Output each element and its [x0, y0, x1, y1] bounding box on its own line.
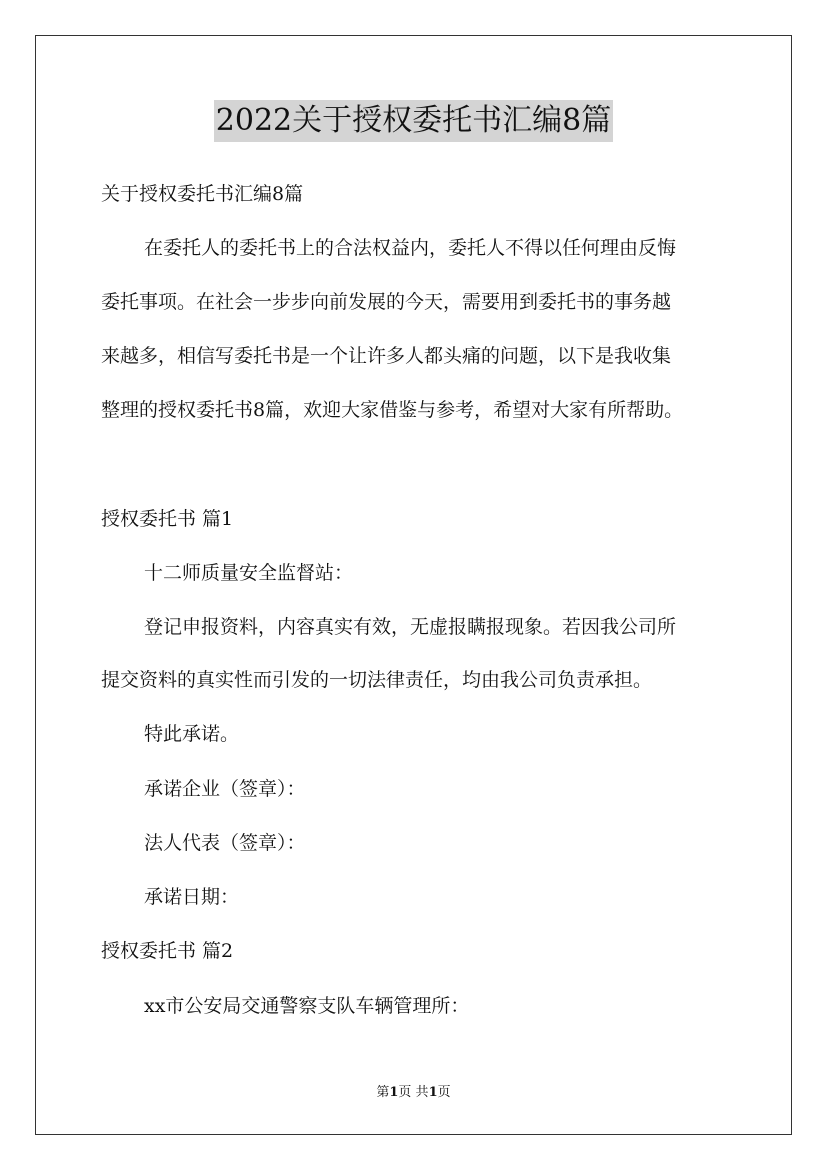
document-title-text: 2022关于授权委托书汇编8篇 — [214, 100, 613, 142]
section1-heading: 授权委托书 篇1 — [101, 508, 234, 530]
footer-page-total: 1 — [428, 1085, 438, 1100]
intro-line-3: 来越多，相信写委托书是一个让许多人都头痛的问题，以下是我收集 — [101, 345, 672, 367]
section1-sign-legal: 法人代表（签章）： — [144, 832, 306, 854]
section1-body-line-1: 登记申报资料，内容真实有效，无虚报瞒报现象。若因我公司所 — [144, 616, 677, 638]
section1-closing: 特此承诺。 — [144, 723, 240, 745]
section1-sign-company: 承诺企业（签章）： — [144, 778, 306, 800]
section1-recipient: 十二师质量安全监督站： — [144, 562, 354, 584]
section1-sign-date: 承诺日期： — [144, 886, 240, 908]
footer-prefix: 第 — [376, 1085, 390, 1100]
footer-suffix: 页 — [437, 1085, 451, 1100]
document-subtitle: 关于授权委托书汇编8篇 — [101, 183, 304, 205]
intro-line-1: 在委托人的委托书上的合法权益内，委托人不得以任何理由反悔 — [144, 237, 677, 259]
document-title — [0, 100, 827, 142]
section2-heading: 授权委托书 篇2 — [101, 940, 234, 962]
footer-mid: 页 共 — [398, 1085, 429, 1100]
section2-recipient: xx市公安局交通警察支队车辆管理所： — [144, 995, 470, 1017]
intro-line-2: 委托事项。在社会一步步向前发展的今天，需要用到委托书的事务越 — [101, 291, 672, 313]
footer-page-number: 1 — [389, 1085, 399, 1100]
section1-body-line-2: 提交资料的真实性而引发的一切法律责任，均由我公司负责承担。 — [101, 669, 653, 691]
intro-line-4: 整理的授权委托书8篇，欢迎大家借鉴与参考，希望对大家有所帮助。 — [101, 399, 684, 421]
page-footer — [0, 1084, 827, 1102]
